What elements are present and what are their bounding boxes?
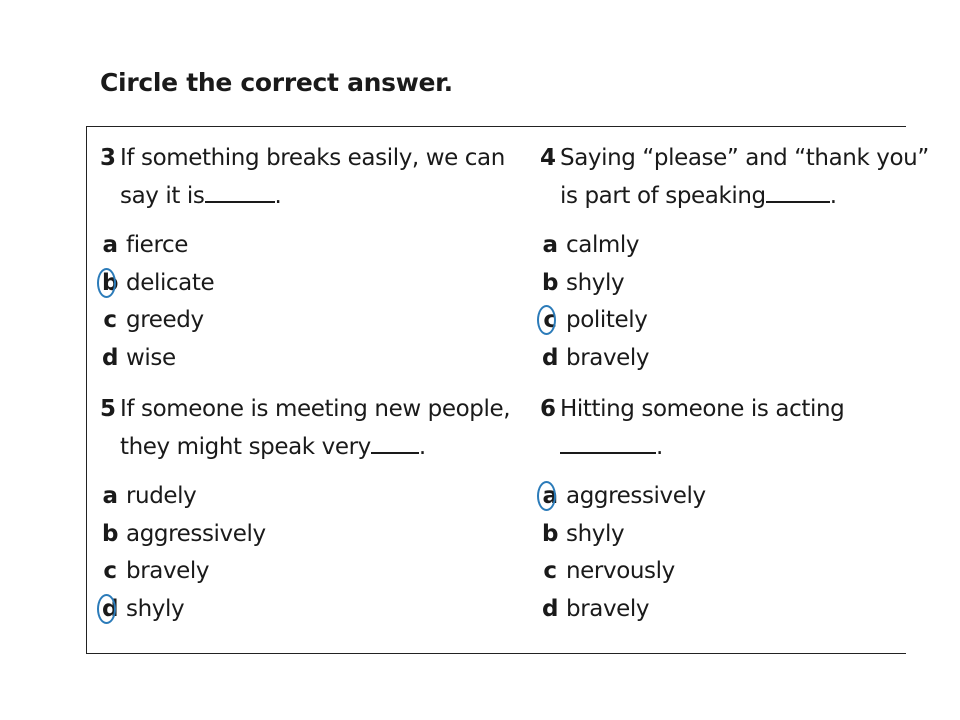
question-text: If someone is meeting new people,	[120, 396, 511, 422]
option-text: calmly	[566, 232, 640, 258]
answer-circle-mark	[537, 305, 556, 335]
question-end: .	[656, 434, 663, 460]
option-letter: b	[542, 520, 559, 547]
option-text: wise	[126, 344, 176, 371]
option-letter: b	[102, 269, 119, 296]
instruction-heading: Circle the correct answer.	[100, 68, 453, 97]
option-letter: d	[542, 595, 559, 622]
option-b[interactable]	[540, 516, 920, 554]
question-end: .	[829, 183, 837, 209]
option-a[interactable]	[540, 227, 920, 265]
option-d[interactable]	[100, 340, 480, 378]
question-4	[540, 139, 929, 377]
option-a[interactable]	[100, 227, 480, 265]
option-letter: d	[542, 344, 559, 371]
answer-circle-mark	[97, 594, 116, 624]
question-text: If something breaks easily, we can	[120, 145, 505, 171]
option-text: bravely	[566, 595, 650, 622]
question-text-cont: say it is	[120, 183, 205, 209]
answer-blank	[205, 177, 275, 203]
option-text: aggressively	[566, 483, 706, 509]
option-c[interactable]	[540, 553, 920, 591]
option-letter: c	[543, 558, 557, 584]
question-line-1	[100, 139, 505, 177]
option-letter: b	[102, 520, 119, 547]
question-line-1	[100, 390, 511, 428]
options-list	[100, 478, 480, 628]
question-line-2	[100, 428, 480, 466]
options-list	[100, 227, 480, 377]
answer-blank	[766, 177, 830, 203]
option-b[interactable]	[100, 516, 480, 554]
question-line-1	[540, 139, 929, 177]
option-text: aggressively	[126, 520, 266, 547]
question-number: 3	[100, 145, 116, 171]
option-letter: a	[542, 232, 558, 258]
option-d[interactable]	[540, 340, 920, 378]
question-line-2	[100, 177, 480, 215]
option-letter: b	[542, 269, 559, 296]
option-c[interactable]	[100, 553, 480, 591]
option-letter: d	[102, 344, 119, 371]
option-text: nervously	[566, 558, 675, 584]
option-c[interactable]	[540, 302, 920, 340]
option-text: fierce	[126, 232, 188, 258]
answer-circle-mark	[537, 481, 556, 511]
answer-blank	[371, 428, 419, 454]
option-text: delicate	[126, 269, 215, 296]
question-text-cont: is part of speaking	[560, 183, 766, 209]
option-letter: a	[542, 483, 558, 509]
option-letter: c	[103, 307, 117, 333]
option-text: politely	[566, 307, 648, 333]
option-text: bravely	[126, 558, 210, 584]
question-number: 5	[100, 396, 116, 422]
option-letter: c	[103, 558, 117, 584]
option-letter: d	[102, 595, 119, 622]
option-b[interactable]	[540, 265, 920, 303]
question-line-2	[540, 177, 920, 215]
option-text: shyly	[566, 269, 625, 296]
question-text: Hitting someone is acting	[560, 396, 845, 422]
options-list	[540, 227, 920, 377]
question-text-cont: they might speak very	[120, 434, 371, 460]
question-5	[100, 390, 511, 628]
option-text: bravely	[566, 344, 650, 371]
question-number: 4	[540, 145, 556, 171]
answer-circle-mark	[97, 268, 116, 298]
option-a[interactable]	[100, 478, 480, 516]
question-3	[100, 139, 505, 377]
question-text: Saying “please” and “thank you”	[560, 145, 929, 171]
option-text: rudely	[126, 483, 197, 509]
question-line-1	[540, 390, 920, 428]
option-text: shyly	[126, 595, 185, 622]
option-letter: a	[102, 483, 118, 509]
option-text: greedy	[126, 307, 204, 333]
option-d[interactable]	[100, 591, 480, 629]
option-letter: c	[543, 307, 557, 333]
answer-blank	[560, 428, 656, 454]
option-letter: a	[102, 232, 118, 258]
question-number: 6	[540, 396, 556, 422]
question-6	[540, 390, 920, 628]
options-list	[540, 478, 920, 628]
option-b[interactable]	[100, 265, 480, 303]
question-end: .	[418, 434, 426, 460]
option-c[interactable]	[100, 302, 480, 340]
option-a[interactable]	[540, 478, 920, 516]
option-d[interactable]	[540, 591, 920, 629]
question-end: .	[274, 183, 282, 209]
question-line-2	[540, 428, 920, 466]
option-text: shyly	[566, 520, 625, 547]
